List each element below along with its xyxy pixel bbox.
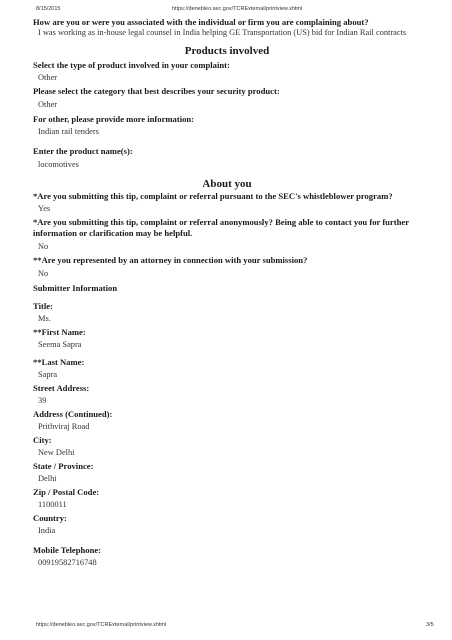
anonymous-question: *Are you submitting this tip, complaint or referral anonymously? Being able to contact you for further information or clarification may be helpful. <box>33 217 409 238</box>
print-date: 8/15/2015 <box>36 6 61 12</box>
zip-value: 1100011 <box>38 500 67 509</box>
title-label: Title: <box>33 301 53 311</box>
last-name-label: **Last Name: <box>33 357 85 367</box>
first-name-label: **First Name: <box>33 327 86 337</box>
mobile-phone-value: 00919582716748 <box>38 558 97 567</box>
state-value: Delhi <box>38 474 57 483</box>
product-name-answer: locomotives <box>38 160 79 169</box>
about-heading: About you <box>202 178 252 190</box>
title-value: Ms. <box>38 314 51 323</box>
mobile-phone-label: Mobile Telephone: <box>33 545 102 555</box>
association-question: How are you or were you associated with the individual or firm you are complaining about? <box>33 17 369 27</box>
street-address-label: Street Address: <box>33 383 90 393</box>
address-continued-label: Address (Continued): <box>33 409 113 419</box>
first-name-value: Seema Sapra <box>38 340 82 349</box>
product-type-question: Select the type of product involved in your complaint: <box>33 60 230 70</box>
association-answer: I was working as in-house legal counsel in India helping GE Transportation (US) bid for Indian Rail contracts <box>38 28 407 37</box>
print-url: https://denebleo.sec.gov/TCRExternal/printview.xhtml <box>172 6 303 12</box>
city-value: New Delhi <box>38 448 75 457</box>
submitter-heading: Submitter Information <box>33 283 118 293</box>
attorney-answer: No <box>38 269 49 278</box>
street-address-value: 39 <box>38 396 47 405</box>
state-label: State / Province: <box>33 461 94 471</box>
address-continued-value: Prithviraj Road <box>38 422 90 431</box>
anonymous-answer: No <box>38 242 49 251</box>
product-other-question: For other, please provide more information: <box>33 114 195 124</box>
whistleblower-answer: Yes <box>38 204 51 213</box>
product-category-question: Please select the category that best describes your security product: <box>33 86 280 96</box>
attorney-question: **Are you represented by an attorney in connection with your submission? <box>33 255 308 265</box>
product-type-answer: Other <box>38 73 58 82</box>
city-label: City: <box>33 435 52 445</box>
country-label: Country: <box>33 513 67 523</box>
print-header <box>0 6 452 16</box>
print-footer <box>0 622 452 632</box>
product-name-question: Enter the product name(s): <box>33 146 133 156</box>
document-body <box>33 17 421 568</box>
whistleblower-question: *Are you submitting this tip, complaint or referral pursuant to the SEC's whistleblower program? <box>33 191 393 201</box>
country-value: India <box>38 526 56 535</box>
footer-url: https://denebleo.sec.gov/TCRExternal/printview.xhtml <box>36 622 167 628</box>
product-category-answer: Other <box>38 100 58 109</box>
page-number: 3/5 <box>426 622 434 628</box>
products-heading: Products involved <box>184 45 270 57</box>
zip-label: Zip / Postal Code: <box>33 487 100 497</box>
last-name-value: Sapra <box>38 370 58 379</box>
product-other-answer: Indian rail tenders <box>38 127 99 136</box>
